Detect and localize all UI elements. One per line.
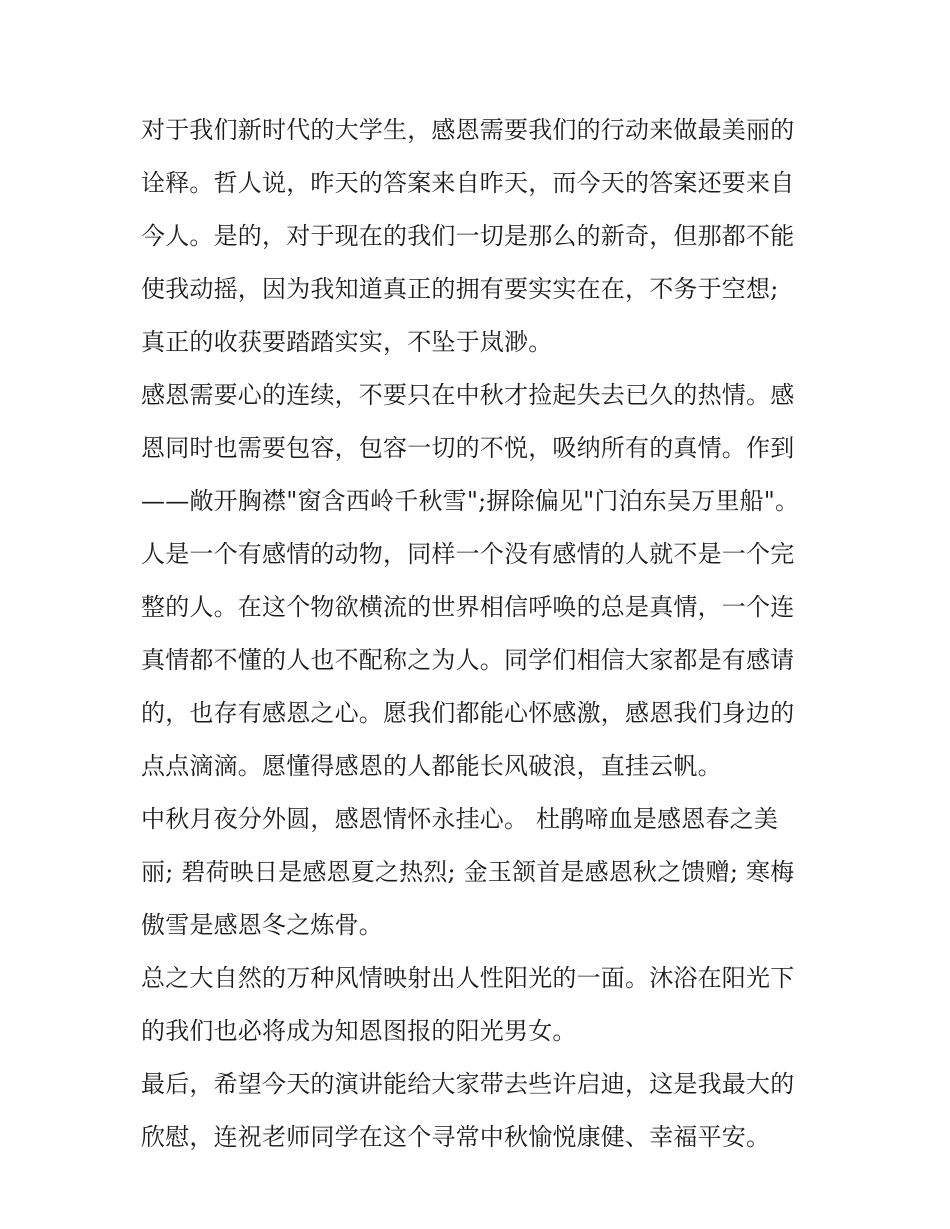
text-line: ——敞开胸襟"窗含西岭千秋雪";摒除偏见"门泊东吴万里船"。 bbox=[141, 487, 800, 515]
document-body bbox=[141, 104, 813, 1164]
text-line: 丽; 碧荷映日是感恩夏之热烈; 金玉颔首是感恩秋之馈赠; 寒梅 bbox=[141, 858, 795, 886]
text-line: 恩同时也需要包容，包容一切的不悦，吸纳所有的真情。作到 bbox=[141, 434, 795, 462]
text-line: 最后，希望今天的演讲能给大家带去些许启迪，这是我最大的 bbox=[141, 1070, 795, 1098]
text-line: 点点滴滴。愿懂得感恩的人都能长风破浪，直挂云帆。 bbox=[141, 752, 722, 780]
text-line: 今人。是的，对于现在的我们一切是那么的新奇，但那都不能 bbox=[141, 222, 795, 250]
text-line: 真情都不懂的人也不配称之为人。同学们相信大家都是有感请 bbox=[141, 646, 795, 674]
paragraph-3 bbox=[141, 528, 813, 793]
text-line: 感恩需要心的连续，不要只在中秋才捡起失去已久的热情。感 bbox=[141, 381, 795, 409]
paragraph-1 bbox=[141, 104, 813, 369]
paragraph-5 bbox=[141, 952, 813, 1058]
text-line: 整的人。在这个物欲横流的世界相信呼唤的总是真情，一个连 bbox=[141, 593, 795, 621]
text-line: 傲雪是感恩冬之炼骨。 bbox=[141, 911, 383, 939]
text-line: 欣慰，连祝老师同学在这个寻常中秋愉悦康健、幸福平安。 bbox=[141, 1123, 771, 1151]
text-line: 人是一个有感情的动物，同样一个没有感情的人就不是一个完 bbox=[141, 540, 795, 568]
paragraph-6 bbox=[141, 1058, 813, 1164]
text-line: 使我动摇，因为我知道真正的拥有要实实在在，不务于空想; bbox=[141, 275, 779, 303]
text-line: 中秋月夜分外圆，感恩情怀永挂心。 杜鹃啼血是感恩春之美 bbox=[141, 805, 779, 833]
text-line: 诠释。哲人说，昨天的答案来自昨天，而今天的答案还要来自 bbox=[141, 169, 795, 197]
text-line: 真正的收获要踏踏实实，不坠于岚渺。 bbox=[141, 328, 553, 356]
text-line: 对于我们新时代的大学生，感恩需要我们的行动来做最美丽的 bbox=[141, 116, 795, 144]
paragraph-4 bbox=[141, 793, 813, 952]
text-line: 总之大自然的万种风情映射出人性阳光的一面。沐浴在阳光下 bbox=[141, 964, 795, 992]
text-line: 的，也存有感恩之心。愿我们都能心怀感激，感恩我们身边的 bbox=[141, 699, 795, 727]
paragraph-2 bbox=[141, 369, 813, 528]
text-line: 的我们也必将成为知恩图报的阳光男女。 bbox=[141, 1017, 577, 1045]
